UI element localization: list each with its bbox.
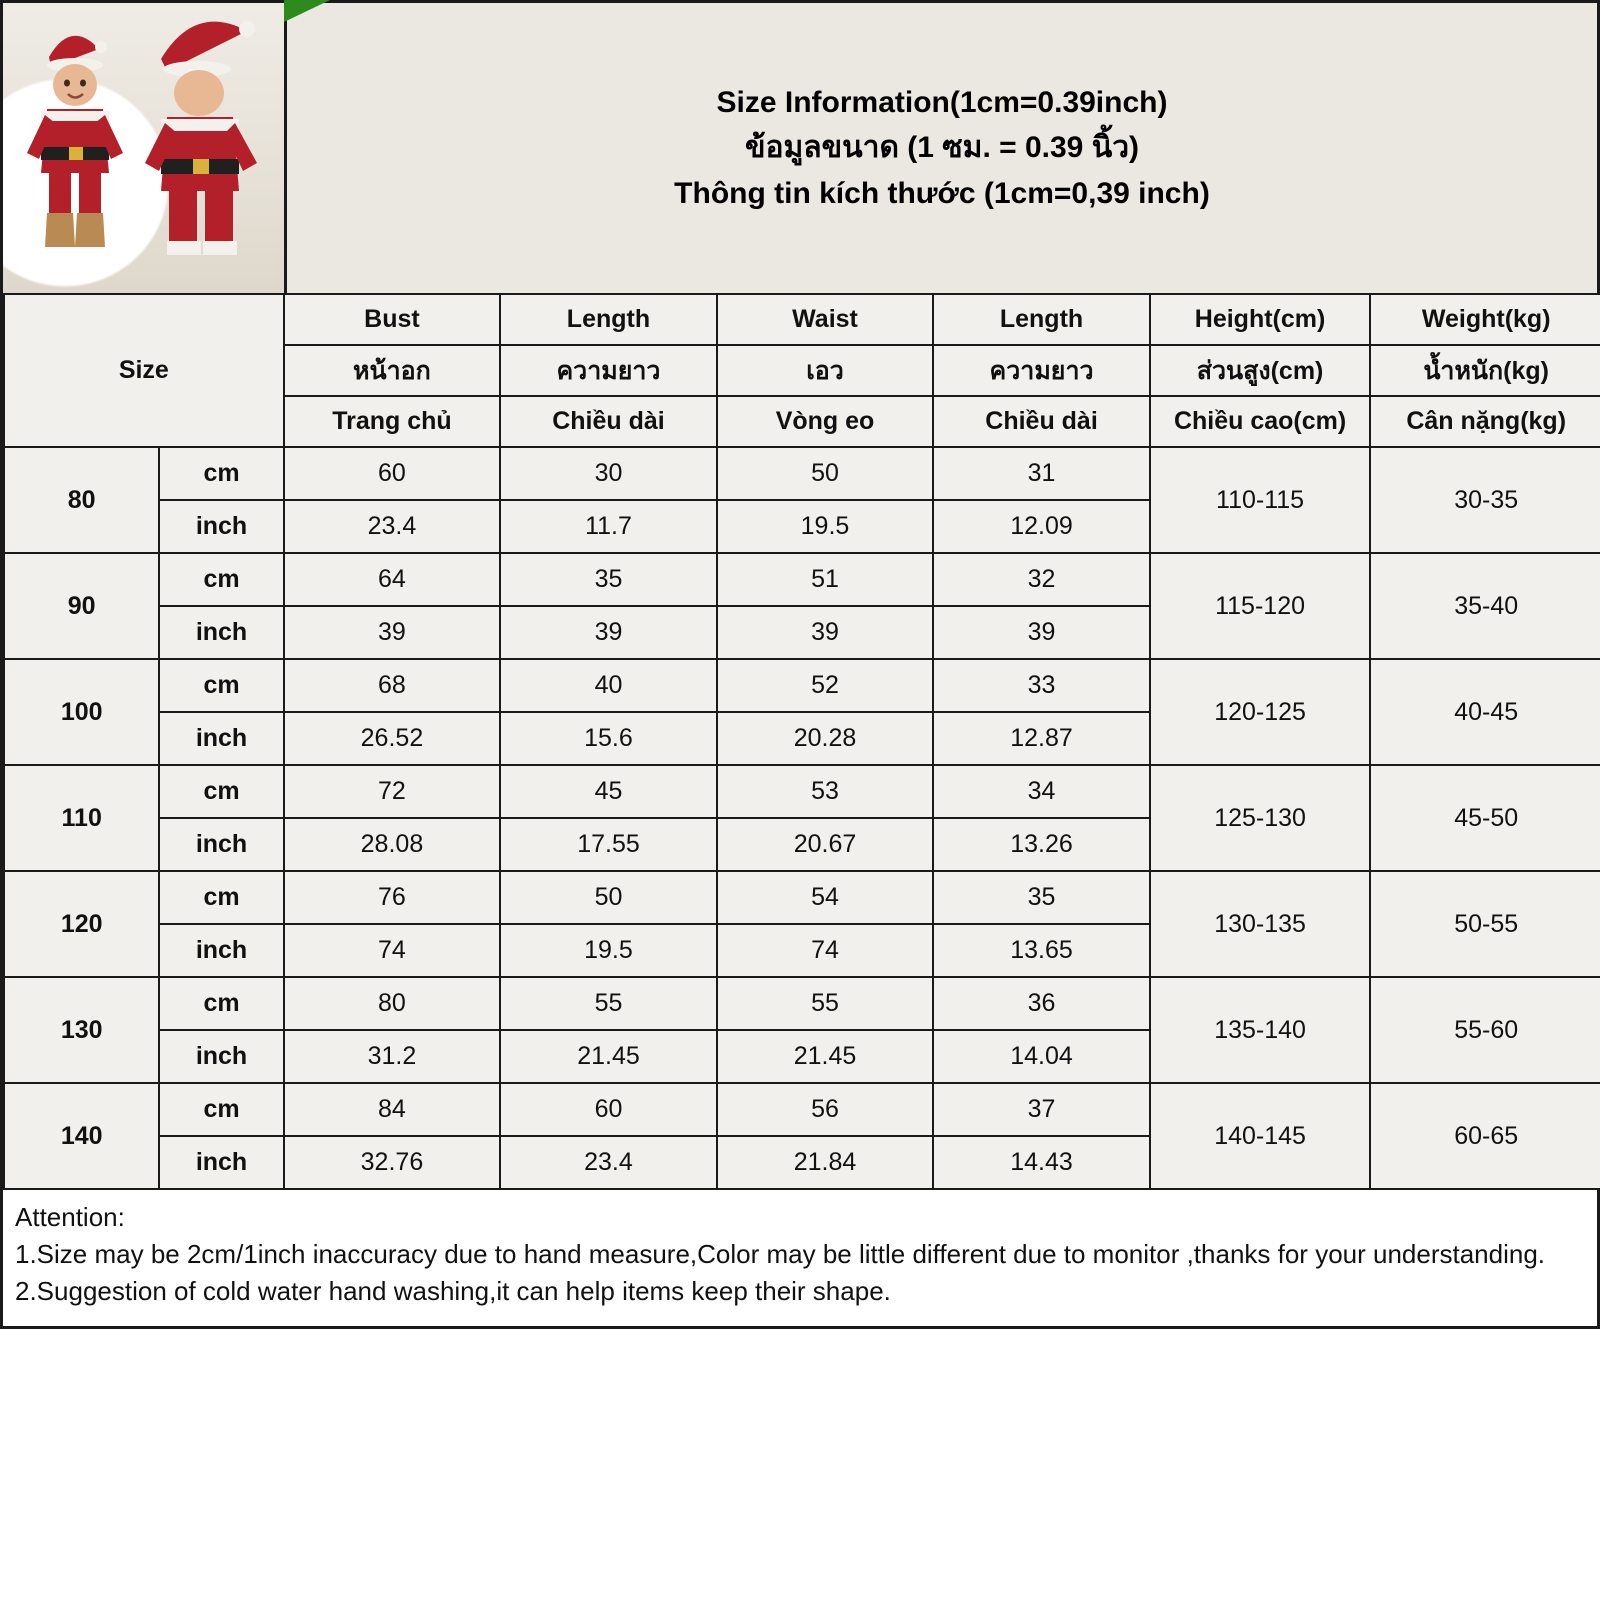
cell-waist-inch: 39 bbox=[717, 606, 934, 659]
cell-length2-inch: 14.43 bbox=[933, 1136, 1150, 1189]
unit-cm: cm bbox=[159, 447, 283, 500]
table-row bbox=[4, 765, 1600, 818]
cell-height: 125-130 bbox=[1150, 765, 1371, 871]
header-row-en bbox=[4, 294, 1600, 345]
cell-weight: 55-60 bbox=[1370, 977, 1600, 1083]
cell-waist-cm: 50 bbox=[717, 447, 934, 500]
col-header-length1-vi: Chiều dài bbox=[500, 396, 717, 447]
col-header-height-en: Height(cm) bbox=[1150, 294, 1371, 345]
cell-length1-cm: 30 bbox=[500, 447, 717, 500]
unit-inch: inch bbox=[159, 606, 283, 659]
cell-weight: 60-65 bbox=[1370, 1083, 1600, 1189]
cell-length1-cm: 35 bbox=[500, 553, 717, 606]
cell-length2-inch: 14.04 bbox=[933, 1030, 1150, 1083]
header-row bbox=[0, 0, 1600, 293]
unit-inch: inch bbox=[159, 500, 283, 553]
cell-weight: 40-45 bbox=[1370, 659, 1600, 765]
cell-length2-cm: 34 bbox=[933, 765, 1150, 818]
cell-bust-inch: 39 bbox=[284, 606, 501, 659]
product-photo-image bbox=[3, 3, 284, 293]
col-header-length2-en: Length bbox=[933, 294, 1150, 345]
cell-bust-inch: 32.76 bbox=[284, 1136, 501, 1189]
title-line-vi: Thông tin kích thước (1cm=0,39 inch) bbox=[674, 176, 1210, 210]
cell-height: 115-120 bbox=[1150, 553, 1371, 659]
cell-bust-cm: 72 bbox=[284, 765, 501, 818]
unit-inch: inch bbox=[159, 1136, 283, 1189]
cell-waist-cm: 56 bbox=[717, 1083, 934, 1136]
cell-length1-cm: 60 bbox=[500, 1083, 717, 1136]
col-header-height-vi: Chiều cao(cm) bbox=[1150, 396, 1371, 447]
cell-waist-inch: 20.67 bbox=[717, 818, 934, 871]
unit-inch: inch bbox=[159, 1030, 283, 1083]
cell-bust-inch: 23.4 bbox=[284, 500, 501, 553]
cell-bust-cm: 84 bbox=[284, 1083, 501, 1136]
size-table-wrap bbox=[0, 293, 1600, 1190]
attention-line-2: 2.Suggestion of cold water hand washing,it can help items keep their shape. bbox=[15, 1275, 891, 1306]
cell-waist-inch: 74 bbox=[717, 924, 934, 977]
product-photo bbox=[3, 3, 287, 293]
cell-length2-inch: 13.26 bbox=[933, 818, 1150, 871]
unit-cm: cm bbox=[159, 553, 283, 606]
cell-bust-cm: 64 bbox=[284, 553, 501, 606]
cell-waist-inch: 21.45 bbox=[717, 1030, 934, 1083]
cell-length2-inch: 12.87 bbox=[933, 712, 1150, 765]
table-row bbox=[4, 659, 1600, 712]
table-row bbox=[4, 977, 1600, 1030]
table-row bbox=[4, 447, 1600, 500]
cell-weight: 50-55 bbox=[1370, 871, 1600, 977]
table-row bbox=[4, 871, 1600, 924]
cell-length1-inch: 39 bbox=[500, 606, 717, 659]
unit-inch: inch bbox=[159, 818, 283, 871]
unit-cm: cm bbox=[159, 659, 283, 712]
cell-weight: 45-50 bbox=[1370, 765, 1600, 871]
cell-length1-inch: 21.45 bbox=[500, 1030, 717, 1083]
bottom-whitespace bbox=[0, 1329, 1600, 1417]
cell-height: 140-145 bbox=[1150, 1083, 1371, 1189]
title-line-th: ข้อมูลขนาด (1 ซม. = 0.39 นิ้ว) bbox=[744, 131, 1140, 165]
unit-cm: cm bbox=[159, 977, 283, 1030]
cell-length1-inch: 11.7 bbox=[500, 500, 717, 553]
row-size-80: 80 bbox=[4, 447, 159, 553]
child-illustration-left bbox=[21, 23, 131, 273]
unit-inch: inch bbox=[159, 712, 283, 765]
col-header-waist-th: เอว bbox=[717, 345, 934, 396]
cell-waist-cm: 55 bbox=[717, 977, 934, 1030]
cell-weight: 35-40 bbox=[1370, 553, 1600, 659]
table-row bbox=[4, 1083, 1600, 1136]
cell-length2-cm: 37 bbox=[933, 1083, 1150, 1136]
cell-length2-cm: 31 bbox=[933, 447, 1150, 500]
cell-bust-inch: 31.2 bbox=[284, 1030, 501, 1083]
cell-height: 130-135 bbox=[1150, 871, 1371, 977]
col-header-height-th: ส่วนสูง(cm) bbox=[1150, 345, 1371, 396]
table-row bbox=[4, 553, 1600, 606]
col-header-bust-vi: Trang chủ bbox=[284, 396, 501, 447]
cell-waist-cm: 53 bbox=[717, 765, 934, 818]
col-header-length1-th: ความยาว bbox=[500, 345, 717, 396]
col-header-bust-en: Bust bbox=[284, 294, 501, 345]
cell-length1-inch: 19.5 bbox=[500, 924, 717, 977]
attention-line-1: 1.Size may be 2cm/1inch inaccuracy due to hand measure,Color may be little different due to monitor ,thanks for your understanding. bbox=[15, 1238, 1546, 1269]
cell-length2-cm: 33 bbox=[933, 659, 1150, 712]
cell-length2-inch: 13.65 bbox=[933, 924, 1150, 977]
cell-length1-cm: 40 bbox=[500, 659, 717, 712]
title-block bbox=[287, 3, 1597, 293]
cell-bust-inch: 28.08 bbox=[284, 818, 501, 871]
cell-bust-inch: 26.52 bbox=[284, 712, 501, 765]
cell-waist-cm: 51 bbox=[717, 553, 934, 606]
cell-waist-inch: 20.28 bbox=[717, 712, 934, 765]
row-size-100: 100 bbox=[4, 659, 159, 765]
col-header-length2-th: ความยาว bbox=[933, 345, 1150, 396]
cell-bust-cm: 60 bbox=[284, 447, 501, 500]
row-size-130: 130 bbox=[4, 977, 159, 1083]
col-header-weight-th: น้ำหนัก(kg) bbox=[1370, 345, 1600, 396]
col-header-waist-en: Waist bbox=[717, 294, 934, 345]
cell-bust-inch: 74 bbox=[284, 924, 501, 977]
cell-length1-inch: 23.4 bbox=[500, 1136, 717, 1189]
cell-waist-cm: 52 bbox=[717, 659, 934, 712]
cell-length1-cm: 50 bbox=[500, 871, 717, 924]
cell-length2-inch: 12.09 bbox=[933, 500, 1150, 553]
cell-length1-cm: 45 bbox=[500, 765, 717, 818]
col-header-waist-vi: Vòng eo bbox=[717, 396, 934, 447]
col-header-length1-en: Length bbox=[500, 294, 717, 345]
col-header-length2-vi: Chiều dài bbox=[933, 396, 1150, 447]
cell-weight: 30-35 bbox=[1370, 447, 1600, 553]
cell-waist-inch: 21.84 bbox=[717, 1136, 934, 1189]
cell-bust-cm: 80 bbox=[284, 977, 501, 1030]
cell-height: 135-140 bbox=[1150, 977, 1371, 1083]
unit-cm: cm bbox=[159, 1083, 283, 1136]
row-size-90: 90 bbox=[4, 553, 159, 659]
title-line-en: Size Information(1cm=0.39inch) bbox=[716, 85, 1168, 119]
cell-bust-cm: 76 bbox=[284, 871, 501, 924]
attention-block bbox=[0, 1190, 1600, 1329]
size-table bbox=[3, 293, 1600, 1190]
row-size-140: 140 bbox=[4, 1083, 159, 1189]
col-header-weight-en: Weight(kg) bbox=[1370, 294, 1600, 345]
child-illustration-right bbox=[143, 13, 268, 268]
attention-heading: Attention: bbox=[15, 1202, 125, 1232]
unit-inch: inch bbox=[159, 924, 283, 977]
cell-height: 110-115 bbox=[1150, 447, 1371, 553]
unit-cm: cm bbox=[159, 871, 283, 924]
col-header-bust-th: หน้าอก bbox=[284, 345, 501, 396]
row-size-110: 110 bbox=[4, 765, 159, 871]
unit-cm: cm bbox=[159, 765, 283, 818]
row-size-120: 120 bbox=[4, 871, 159, 977]
cell-waist-cm: 54 bbox=[717, 871, 934, 924]
cell-length2-cm: 32 bbox=[933, 553, 1150, 606]
cell-height: 120-125 bbox=[1150, 659, 1371, 765]
cell-length1-inch: 17.55 bbox=[500, 818, 717, 871]
cell-length2-inch: 39 bbox=[933, 606, 1150, 659]
cell-length2-cm: 36 bbox=[933, 977, 1150, 1030]
col-header-weight-vi: Cân nặng(kg) bbox=[1370, 396, 1600, 447]
cell-length1-cm: 55 bbox=[500, 977, 717, 1030]
cell-waist-inch: 19.5 bbox=[717, 500, 934, 553]
cell-bust-cm: 68 bbox=[284, 659, 501, 712]
cell-length2-cm: 35 bbox=[933, 871, 1150, 924]
size-header-cell: Size bbox=[4, 294, 284, 447]
cell-length1-inch: 15.6 bbox=[500, 712, 717, 765]
